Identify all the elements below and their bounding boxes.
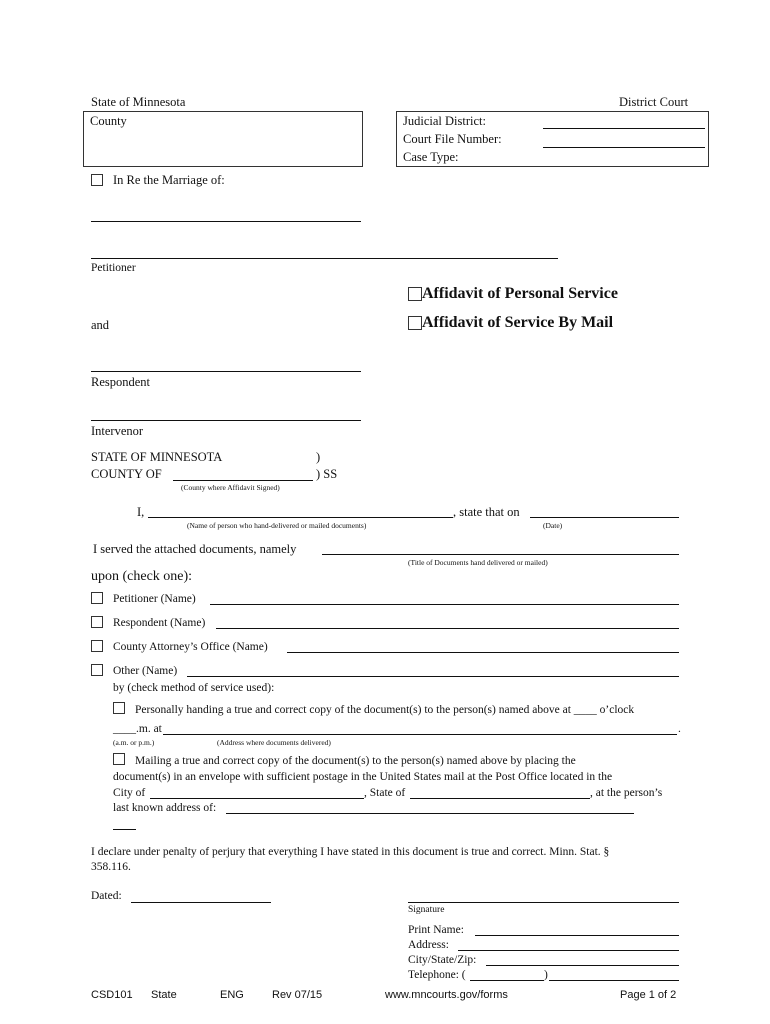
- and-label: and: [91, 318, 110, 332]
- county-attorney-option-label: County Attorney’s Office (Name): [113, 641, 268, 653]
- county-of-label: COUNTY OF: [91, 467, 162, 481]
- telephone-number-field[interactable]: [549, 980, 679, 981]
- mail-service-line1: Mailing a true and correct copy of the document(s) to the person(s) named above by placing the: [135, 755, 576, 767]
- judicial-district-label: Judicial District:: [403, 114, 486, 128]
- county-hint: (County where Affidavit Signed): [181, 483, 280, 492]
- city-state-zip-label: City/State/Zip:: [408, 954, 477, 966]
- delivery-address-field[interactable]: [163, 734, 677, 735]
- case-type-label: Case Type:: [403, 150, 459, 164]
- print-name-label: Print Name:: [408, 924, 464, 936]
- court-label: District Court: [619, 95, 689, 109]
- petitioner-name-field[interactable]: [210, 604, 679, 605]
- respondent-checkbox[interactable]: [91, 616, 103, 628]
- footer-lang: ENG: [220, 989, 244, 1001]
- signature-label: Signature: [408, 905, 445, 915]
- petitioner-option-label: Petitioner (Name): [113, 593, 196, 605]
- court-file-number-label: Court File Number:: [403, 132, 502, 146]
- venue-county-field[interactable]: [173, 480, 313, 481]
- address-field[interactable]: [458, 950, 679, 951]
- i-label: I,: [137, 505, 145, 519]
- ss-label: ) SS: [316, 467, 338, 481]
- footer-form-id: CSD101: [91, 989, 133, 1001]
- dated-label: Dated:: [91, 890, 122, 902]
- served-label: I served the attached documents, namely: [93, 542, 297, 556]
- marriage-checkbox[interactable]: [91, 174, 103, 186]
- other-option-label: Other (Name): [113, 665, 178, 677]
- judicial-district-field[interactable]: [543, 128, 705, 129]
- address-period: .: [678, 723, 681, 735]
- marriage-label: In Re the Marriage of:: [113, 173, 225, 187]
- case-info-box: [396, 111, 709, 167]
- upon-label: upon (check one):: [91, 569, 193, 584]
- affidavit-personal-checkbox[interactable]: [408, 287, 422, 301]
- telephone-label: Telephone: (: [408, 969, 466, 981]
- mail-service-checkbox[interactable]: [113, 753, 125, 765]
- post-office-city-field[interactable]: [150, 798, 364, 799]
- county-box[interactable]: [83, 111, 363, 167]
- other-checkbox[interactable]: [91, 664, 103, 676]
- telephone-area-code-field[interactable]: [470, 980, 544, 981]
- intervenor-label: Intervenor: [91, 424, 144, 438]
- last-known-label: last known address of:: [113, 802, 217, 814]
- venue-paren: ): [316, 450, 321, 464]
- state-that-on-label: , state that on: [453, 505, 520, 519]
- date-hint: (Date): [543, 521, 563, 530]
- last-known-address-continuation[interactable]: [113, 829, 136, 830]
- court-file-number-field[interactable]: [543, 147, 705, 148]
- venue-state: STATE OF MINNESOTA: [91, 450, 223, 464]
- print-name-field[interactable]: [475, 935, 679, 936]
- title-hint: (Title of Documents hand delivered or mailed): [408, 558, 548, 567]
- county-attorney-checkbox[interactable]: [91, 640, 103, 652]
- declaration-line1: I declare under penalty of perjury that everything I have stated in this document is true and correct. Minn. Stat. §: [91, 846, 610, 858]
- respondent-label: Respondent: [91, 375, 151, 389]
- by-method-label: by (check method of service used):: [113, 682, 275, 694]
- state-of-label: , State of: [364, 787, 406, 799]
- affiant-name-field[interactable]: [148, 517, 453, 518]
- state-label: State of Minnesota: [91, 95, 186, 109]
- name-hint: (Name of person who hand-delivered or mailed documents): [187, 521, 367, 530]
- at-persons-label: , at the person’s: [590, 787, 663, 799]
- affidavit-mail-checkbox[interactable]: [408, 316, 422, 330]
- declaration-line2: 358.116.: [91, 861, 131, 873]
- mail-service-line2: document(s) in an envelope with sufficient postage in the United States mail at the Post Office located in the: [113, 771, 613, 783]
- footer-rev: Rev 07/15: [272, 989, 323, 1001]
- footer-url[interactable]: www.mncourts.gov/forms: [385, 989, 508, 1001]
- last-known-address-field[interactable]: [226, 813, 634, 814]
- footer-state: State: [151, 989, 177, 1001]
- intervenor-name-line[interactable]: [91, 420, 361, 421]
- documents-title-field[interactable]: [322, 554, 679, 555]
- personal-service-checkbox[interactable]: [113, 702, 125, 714]
- dated-field[interactable]: [131, 902, 271, 903]
- city-state-zip-field[interactable]: [486, 965, 679, 966]
- personal-service-text: Personally handing a true and correct copy of the document(s) to the person(s) named above at ____ o’clock: [135, 704, 635, 716]
- city-of-label: City of: [113, 787, 146, 799]
- telephone-close-paren: ): [544, 969, 548, 981]
- county-attorney-name-field[interactable]: [287, 652, 679, 653]
- affidavit-mail-label: Affidavit of Service By Mail: [422, 314, 614, 331]
- post-office-state-field[interactable]: [410, 798, 590, 799]
- address-label: Address:: [408, 939, 449, 951]
- party-name-line-1[interactable]: [91, 221, 361, 222]
- ampm-hint: (a.m. or p.m.): [113, 738, 155, 747]
- affidavit-personal-label: Affidavit of Personal Service: [422, 285, 618, 302]
- signature-field[interactable]: [408, 902, 679, 903]
- party-name-line-2[interactable]: [91, 258, 558, 259]
- petitioner-label: Petitioner: [91, 262, 136, 274]
- respondent-option-label: Respondent (Name): [113, 617, 206, 629]
- other-name-field[interactable]: [187, 676, 679, 677]
- respondent-name-field[interactable]: [216, 628, 679, 629]
- petitioner-checkbox[interactable]: [91, 592, 103, 604]
- county-label: County: [90, 114, 127, 128]
- footer-page: Page 1 of 2: [620, 989, 677, 1001]
- address-hint: (Address where documents delivered): [217, 738, 331, 747]
- service-date-field[interactable]: [530, 517, 679, 518]
- m-at-label: ____.m. at: [113, 723, 162, 735]
- respondent-name-line[interactable]: [91, 371, 361, 372]
